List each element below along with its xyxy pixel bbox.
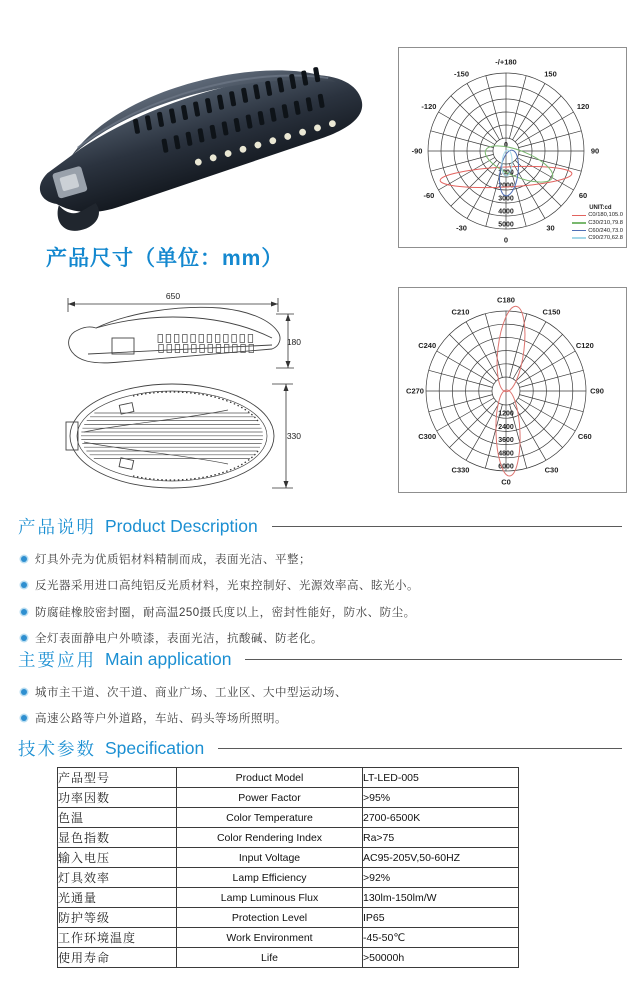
- arrow-right-icon: [271, 302, 278, 307]
- ring-label: 2000: [498, 182, 514, 190]
- spec-cell-val: >92%: [363, 868, 519, 888]
- spec-row: [58, 768, 519, 788]
- bullet-icon: [21, 635, 27, 641]
- spec-cell-val: Ra>75: [363, 828, 519, 848]
- bullet-icon: [21, 609, 27, 615]
- angle-label: C330: [451, 465, 470, 475]
- heading-zh: 主要应用: [18, 650, 96, 670]
- bullet-text: 城市主干道、次干道、商业广场、工业区、大中型运动场、: [35, 687, 347, 700]
- spec-cell-zh: 产品型号: [58, 768, 177, 788]
- spec-cell-val: LT-LED-005: [363, 768, 519, 788]
- heading-en: Specification: [105, 738, 205, 758]
- bullet-item: [18, 546, 622, 572]
- dim-180-label: 180: [286, 337, 301, 347]
- diagram-legend: [572, 205, 623, 242]
- arrow-left-icon: [68, 302, 75, 307]
- application-list: [18, 679, 622, 732]
- legend-item: [572, 227, 623, 235]
- spec-cell-zh: 灯具效率: [58, 868, 177, 888]
- bullet-text: 反光器采用进口高纯铝反光质材料，光束控制好、光源效率高、眩光小。: [35, 580, 419, 593]
- legend-unit-label: UNIT:cd: [589, 204, 612, 211]
- spec-cell-val: >95%: [363, 788, 519, 808]
- angle-label: 150: [544, 69, 557, 79]
- legend-item: [572, 234, 623, 242]
- spec-cell-en: Lamp Luminous Flux: [177, 888, 363, 908]
- heading-zh: 产品说明: [18, 517, 96, 537]
- angle-label: -120: [421, 102, 437, 111]
- angle-label: 60: [578, 191, 588, 200]
- legend-swatch: [572, 222, 586, 224]
- bullet-item: [18, 705, 622, 731]
- spec-cell-val: 2700-6500K: [363, 808, 519, 828]
- dimension-title: 产品尺寸（单位：mm）: [46, 247, 284, 270]
- heading-en: Product Description: [105, 516, 258, 536]
- angle-label: C150: [542, 307, 561, 317]
- bullet-icon: [21, 582, 27, 588]
- spec-table-body: [58, 768, 519, 968]
- angle-label: C60: [577, 432, 592, 441]
- spec-cell-en: Color Temperature: [177, 808, 363, 828]
- spec-cell-val: AC95-205V,50-60HZ: [363, 848, 519, 868]
- photometric-diagram-1: [398, 47, 627, 248]
- legend-label: C90/270,62.8: [588, 235, 623, 242]
- spec-cell-zh: 光通量: [58, 888, 177, 908]
- dim-330-label: 330: [286, 431, 301, 441]
- center-zero-label: 0: [504, 142, 508, 149]
- legend-label: C60/240,73.0: [588, 227, 623, 234]
- angle-label: -60: [423, 191, 435, 200]
- angle-label: C0: [501, 477, 511, 487]
- street-light-photo-art: [8, 12, 382, 234]
- spec-cell-val: 130lm-150lm/W: [363, 888, 519, 908]
- spec-row: [58, 888, 519, 908]
- arrow-up-icon: [284, 384, 289, 391]
- side-cowl-line: [96, 317, 272, 338]
- spec-cell-val: >50000h: [363, 948, 519, 968]
- bullet-text: 高速公路等户外道路，车站、码头等场所照明。: [35, 713, 287, 726]
- ring-label: 4000: [498, 208, 514, 216]
- bullet-icon: [21, 715, 27, 721]
- spec-cell-en: Color Rendering Index: [177, 828, 363, 848]
- legend-item: [572, 212, 623, 220]
- spec-cell-zh: 色温: [58, 808, 177, 828]
- spec-cell-en: Work Environment: [177, 928, 363, 948]
- angle-label: 90: [590, 146, 600, 156]
- main-application-section: [18, 647, 622, 732]
- spec-cell-val: -45-50℃: [363, 928, 519, 948]
- angle-label: 30: [546, 223, 555, 233]
- bullet-item: [18, 572, 622, 598]
- angle-label: C120: [575, 341, 594, 350]
- spec-row: [58, 848, 519, 868]
- heading-en: Main application: [105, 649, 232, 669]
- spec-cell-en: Life: [177, 948, 363, 968]
- specification-section: [18, 736, 622, 986]
- legend-item: [572, 219, 623, 227]
- heading-zh: 技术参数: [18, 739, 96, 759]
- top-stripes: [81, 413, 263, 459]
- legend-swatch: [572, 237, 586, 239]
- ring-label: 5000: [498, 221, 514, 229]
- spec-cell-zh: 工作环境温度: [58, 928, 177, 948]
- polar-grid-2: [399, 288, 626, 492]
- angle-label: C240: [418, 341, 437, 350]
- spec-row: [58, 808, 519, 828]
- top-curve-2: [84, 442, 228, 464]
- side-view-drawing: [60, 288, 302, 384]
- ring-label: 6000: [498, 463, 514, 471]
- legend-label: C30/210,79.8: [588, 220, 623, 227]
- legend-swatch: [572, 230, 586, 232]
- spec-cell-zh: 防护等级: [58, 908, 177, 928]
- photometric-diagram-2: [398, 287, 627, 493]
- bullet-item: [18, 599, 622, 625]
- spec-cell-en: Input Voltage: [177, 848, 363, 868]
- top-detail-rect-1: [119, 403, 134, 415]
- spec-row: [58, 948, 519, 968]
- arrow-up-icon: [286, 314, 291, 321]
- spec-cell-val: IP65: [363, 908, 519, 928]
- spec-row: [58, 868, 519, 888]
- ring-label: 4800: [498, 450, 514, 458]
- angle-label: C270: [406, 386, 424, 396]
- angle-label: -150: [453, 69, 470, 79]
- product-description-section: [18, 514, 622, 651]
- bullet-text: 全灯表面静电户外喷漆，表面光洁，抗酸碱、防老化。: [35, 633, 323, 646]
- legend-swatch: [572, 215, 586, 217]
- ring-label: 2400: [498, 423, 514, 431]
- arrow-down-icon: [284, 481, 289, 488]
- dim-650-label: 650: [165, 291, 181, 301]
- angle-label: C180: [497, 295, 515, 305]
- spec-cell-zh: 功率因数: [58, 788, 177, 808]
- heading-rule: [245, 659, 622, 660]
- spec-cell-en: Product Model: [177, 768, 363, 788]
- top-view-drawing: [60, 379, 302, 493]
- product-photo: [8, 12, 382, 234]
- angle-label: C90: [590, 386, 604, 396]
- spec-table: [57, 767, 519, 968]
- spec-row: [58, 828, 519, 848]
- bullet-icon: [21, 689, 27, 695]
- ring-label: 3600: [498, 437, 514, 445]
- spec-cell-zh: 显色指数: [58, 828, 177, 848]
- arrow-down-icon: [286, 361, 291, 368]
- angle-label: 120: [576, 102, 590, 111]
- bullet-text: 防腐硅橡胶密封圈，耐高温250摄氏度以上，密封性能好，防水、防尘。: [35, 606, 416, 619]
- angle-label: -30: [456, 223, 467, 233]
- angle-label: -/+180: [495, 57, 517, 67]
- spec-row: [58, 908, 519, 928]
- angle-label: C30: [544, 465, 559, 475]
- section-heading: [18, 736, 622, 761]
- spec-row: [58, 788, 519, 808]
- spec-cell-en: Protection Level: [177, 908, 363, 928]
- bullet-text: 灯具外壳为优质铝材料精制而成，表面光洁、平整；: [35, 554, 311, 567]
- section-heading: [18, 514, 622, 539]
- section-heading: [18, 647, 622, 672]
- angle-label: -90: [411, 146, 423, 156]
- heading-rule: [272, 526, 622, 527]
- legend-label: C0/180,105.0: [588, 212, 623, 219]
- angle-label: C210: [451, 307, 470, 317]
- ring-label: 3000: [498, 195, 514, 203]
- angle-label: 0: [503, 235, 509, 245]
- bullet-item: [18, 679, 622, 705]
- heading-rule: [218, 748, 622, 749]
- spec-cell-en: Power Factor: [177, 788, 363, 808]
- ring-label: 1000: [498, 169, 514, 177]
- spec-cell-zh: 使用寿命: [58, 948, 177, 968]
- angle-label: C300: [418, 432, 437, 441]
- bullet-icon: [21, 556, 27, 562]
- description-list: [18, 546, 622, 651]
- top-detail-rect-2: [119, 458, 134, 470]
- spec-cell-zh: 输入电压: [58, 848, 177, 868]
- spec-row: [58, 928, 519, 948]
- spec-cell-en: Lamp Efficiency: [177, 868, 363, 888]
- ring-label: 1200: [498, 410, 514, 418]
